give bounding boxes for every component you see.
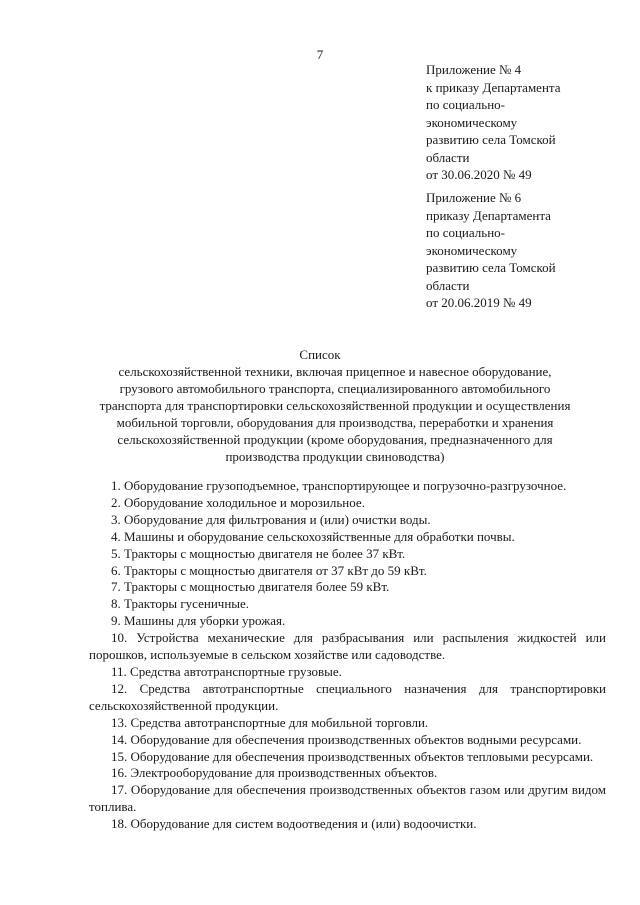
appendix-line: по социально-	[426, 97, 505, 112]
list-item: 12. Средства автотранспортные специального назначения для транспортировки сельскохозяйственной продукции.	[89, 680, 606, 713]
appendix-line: развитию села Томской	[426, 132, 556, 147]
appendix-line: Приложение № 4	[426, 62, 522, 77]
appendix-block-6	[426, 189, 626, 312]
appendix-line: приказу Департамента	[426, 207, 551, 223]
appendix-line: экономическому	[426, 242, 518, 258]
page-number: 7	[316, 47, 324, 62]
list-subtitle: сельскохозяйственной техники, включая прицепное и навесное оборудование, грузового автомобильного транспорта, специализированного автомобильного транспорта для транспортировки сельскохозяйственной продукции и осуществления мобильной торговли, оборудования для производства, переработки и хранения сельскохозяйственной продукции (кроме оборудования, предназначенного для производства продукции свиноводства)	[99, 364, 571, 464]
list-item: 16. Электрооборудование для производственных объектов.	[111, 765, 438, 781]
list-item: 11. Средства автотранспортные грузовые.	[111, 663, 342, 679]
list-item: 3. Оборудование для фильтрования и (или) очистки воды.	[111, 511, 431, 527]
list-item: 1. Оборудование грузоподъемное, транспортирующее и погрузочно-разгрузочное.	[111, 478, 567, 493]
appendix-line: к приказу Департамента	[426, 79, 561, 95]
equipment-list	[89, 478, 606, 833]
appendix-line: области	[426, 149, 470, 165]
appendix-line: Приложение № 6	[426, 190, 522, 205]
appendix-date-line: от 20.06.2019 № 49	[426, 295, 532, 310]
appendix-line: по социально-	[426, 225, 505, 240]
list-item: 7. Тракторы с мощностью двигателя более 59 кВт.	[111, 579, 390, 595]
appendix-line: области	[426, 277, 470, 293]
list-item: 13. Средства автотранспортные для мобильной торговли.	[111, 714, 429, 730]
list-item: 15. Оборудование для обеспечения производственных объектов тепловыми ресурсами.	[111, 748, 594, 764]
list-item: 5. Тракторы с мощностью двигателя не более 37 кВт.	[111, 545, 406, 561]
list-item: 10. Устройства механические для разбрасывания или распыления жидкостей или порошков, используемые в сельском хозяйстве или садоводстве.	[89, 630, 606, 663]
list-item: 8. Тракторы гусеничные.	[111, 596, 250, 612]
list-item: 18. Оборудование для систем водоотведения и (или) водоочистки.	[111, 816, 477, 832]
list-item: 14. Оборудование для обеспечения производственных объектов водными ресурсами.	[111, 731, 582, 747]
appendix-block-4	[426, 61, 626, 184]
appendix-line: развитию села Томской	[426, 260, 556, 275]
list-item: 6. Тракторы с мощностью двигателя от 37 кВт до 59 кВт.	[111, 562, 427, 578]
list-item: 2. Оборудование холодильное и морозильное.	[111, 494, 365, 510]
list-item: 9. Машины для уборки урожая.	[111, 613, 286, 629]
appendix-date-line: от 30.06.2020 № 49	[426, 167, 532, 182]
list-title: Список	[299, 347, 341, 362]
appendix-line: экономическому	[426, 114, 518, 130]
list-item: 17. Оборудование для обеспечения производственных объектов газом или другим видом топлива.	[89, 782, 606, 815]
list-item: 4. Машины и оборудование сельскохозяйственные для обработки почвы.	[111, 528, 515, 544]
